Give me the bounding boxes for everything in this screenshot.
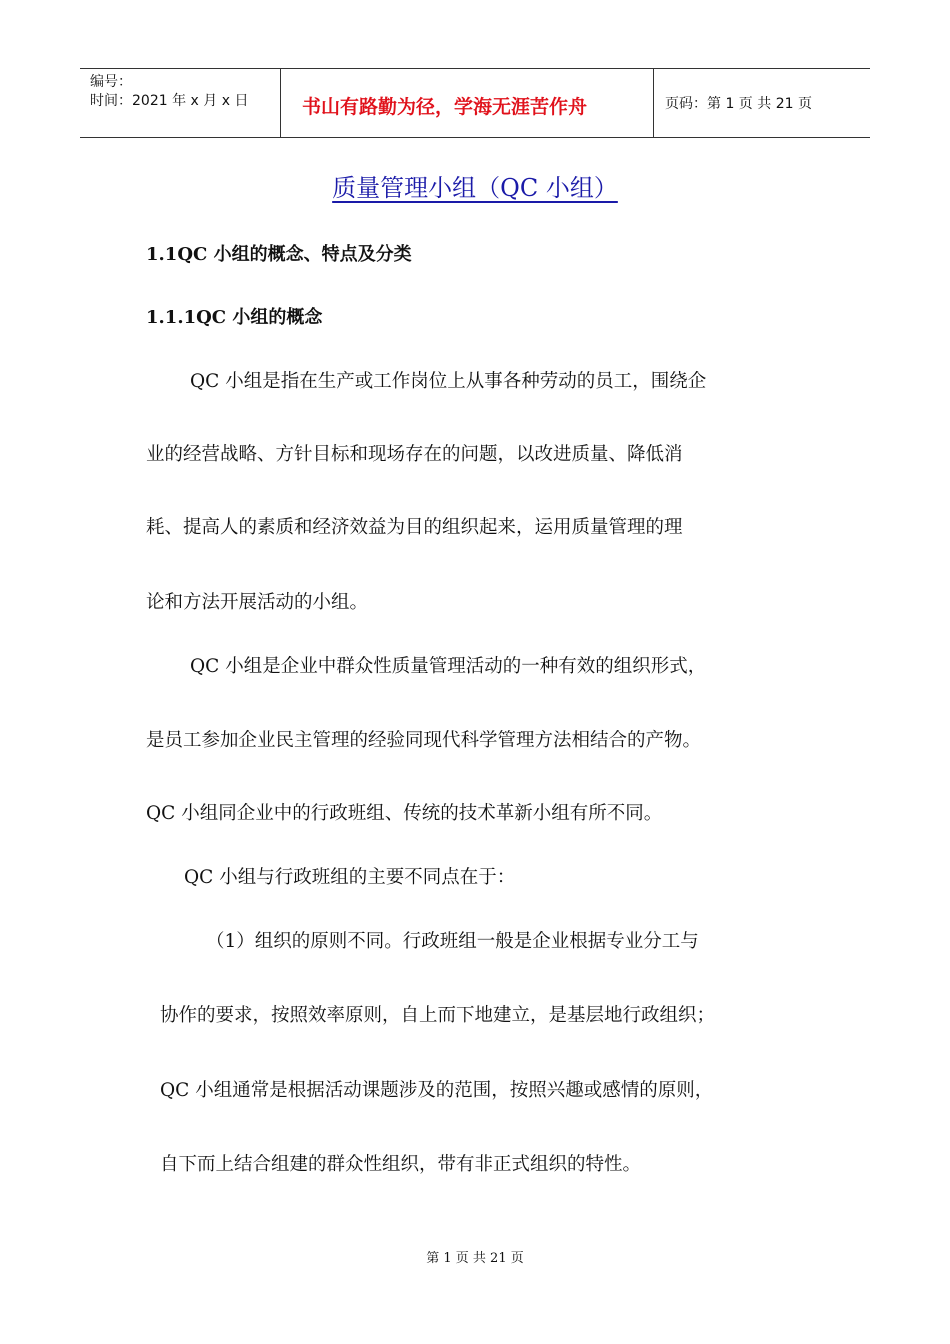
paragraph-line: （1）组织的原则不同。行政班组一般是企业根据专业分工与 [206, 931, 699, 952]
document-title [0, 168, 950, 203]
paragraph-line: 自下而上结合组建的群众性组织，带有非正式组织的特性。 [160, 1154, 642, 1175]
header-motto: 书山有路勤为径，学海无涯苦作舟 [302, 96, 588, 118]
paragraph-line: 业的经营战略、方针目标和现场存在的问题，以改进质量、降低消 [146, 444, 683, 465]
section-heading: 1.1QC 小组的概念、特点及分类 [146, 244, 412, 265]
header-page-info: 页码：第 1 页 共 21 页 [665, 96, 812, 112]
page-header [80, 68, 870, 138]
time-label: 时间：2021 年 x 月 x 日 [90, 93, 249, 109]
number-label: 编号： [90, 74, 132, 90]
paragraph-line: QC 小组与行政班组的主要不同点在于： [184, 867, 516, 888]
paragraph-line: QC 小组通常是根据活动课题涉及的范围，按照兴趣或感情的原则， [160, 1080, 714, 1101]
paragraph-line: QC 小组是指在生产或工作岗位上从事各种劳动的员工，围绕企 [190, 371, 707, 392]
page-footer: 第 1 页 共 21 页 [426, 1251, 524, 1266]
paragraph-line: QC 小组是企业中群众性质量管理活动的一种有效的组织形式， [190, 656, 707, 677]
paragraph-line: 协作的要求，按照效率原则，自上而下地建立，是基层地行政组织； [160, 1005, 716, 1026]
document-title-text: 质量管理小组（QC 小组） [332, 174, 618, 202]
header-meta [90, 73, 248, 111]
paragraph-line: 是员工参加企业民主管理的经验同现代科学管理方法相结合的产物。 [146, 730, 702, 751]
header-divider [280, 69, 281, 137]
paragraph-line: 耗、提高人的素质和经济效益为目的组织起来，运用质量管理的理 [146, 517, 683, 538]
paragraph-line: 论和方法开展活动的小组。 [146, 592, 369, 613]
paragraph-line: QC 小组同企业中的行政班组、传统的技术革新小组有所不同。 [146, 803, 663, 824]
header-divider [653, 69, 654, 137]
subsection-heading: 1.1.1QC 小组的概念 [146, 307, 323, 328]
